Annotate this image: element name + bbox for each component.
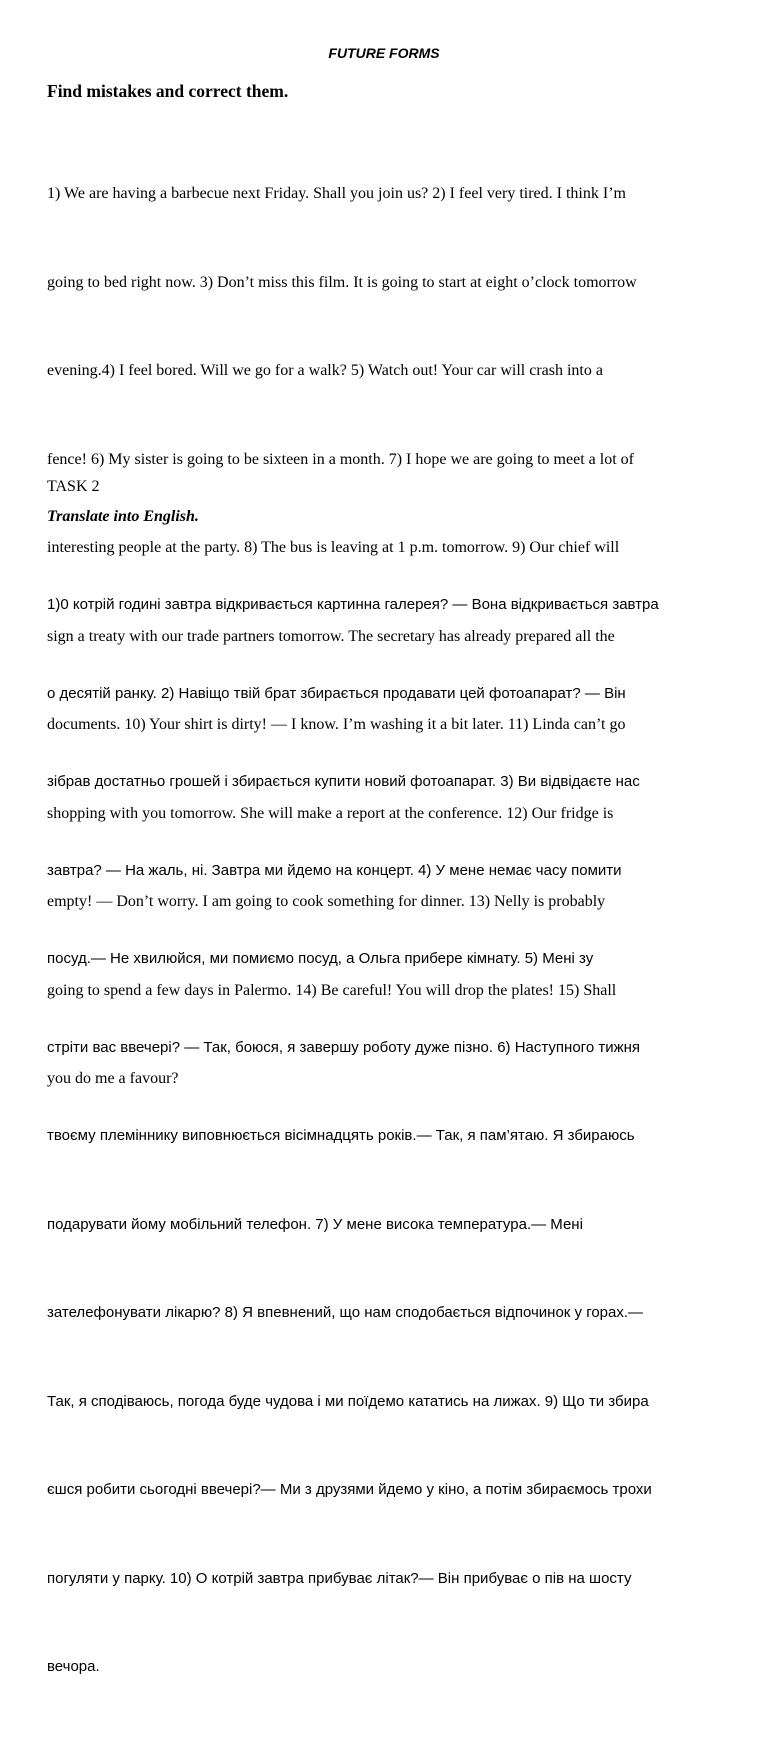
text-line: посуд.— Не хвилюйся, ми помиємо посуд, а Ольга прибере кімнату. 5) Мені зу <box>47 950 594 967</box>
text-line: empty! — Don’t worry. I am going to cook something for dinner. 13) Nelly is probably <box>47 893 606 910</box>
text-line: твоєму племіннику виповнюється вісімнадцять років.— Так, я пам’ятаю. Я збираюсь <box>47 1127 635 1144</box>
text-line: interesting people at the party. 8) The bus is leaving at 1 p.m. tomorrow. 9) Our chief will <box>47 539 620 556</box>
text-line: о десятій ранку. 2) Навіщо твій брат збирається продавати цей фотоапарат? — Він <box>47 684 626 702</box>
text-line: going to bed right now. 3) Don’t miss this film. It is going to start at eight o’clock tomorrow <box>47 273 637 291</box>
text-line: going to spend a few days in Palermo. 14) Be careful! You will drop the plates! 15) Shall <box>47 981 617 999</box>
text-line: зібрав достатньо грошей і збирається купити новий фотоапарат. 3) Ви відвідаєте нас <box>47 773 640 790</box>
text-line: завтра? — На жаль, ні. Завтра ми йдемо на концерт. 4) У мене немає часу помити <box>47 861 622 879</box>
text-line: єшся робити сьогодні ввечері?— Ми з друзями йдемо у кіно, а потім збираємось трохи <box>47 1481 652 1498</box>
text-line: зателефонувати лікарю? 8) Я впевнений, що нам сподобається відпочинок у горах.— <box>47 1304 644 1321</box>
task2-text <box>47 531 737 1741</box>
text-line: documents. 10) Your shirt is dirty! — I know. I’m washing it a bit later. 11) Linda can’t go <box>47 716 626 733</box>
text-line: стріти вас ввечері? — Так, боюся, я завершу роботу дуже пізно. 6) Наступного тижня <box>47 1038 641 1056</box>
text-line: подарувати йому мобільний телефон. 7) У мене висока температура.— Мені <box>47 1215 583 1233</box>
text-line: shopping with you tomorrow. She will make a report at the conference. 12) Our fridge is <box>47 804 614 822</box>
task2-instruction: Translate into English. <box>47 508 199 525</box>
text-line: погуляти у парку. 10) О котрій завтра прибуває літак?— Він прибуває о пів на шосту <box>47 1569 632 1587</box>
task2-label: TASK 2 <box>47 478 100 495</box>
text-line: вечора. <box>47 1658 100 1675</box>
text-line: Так, я сподіваюсь, погода буде чудова і ми поїдемо кататись на лижах. 9) Що ти збира <box>47 1392 649 1410</box>
text-line: evening.4) I feel bored. Will we go for a walk? 5) Watch out! Your car will crash into a <box>47 362 603 379</box>
text-line: fence! 6) My sister is going to be sixteen in a month. 7) I hope we are going to meet a lot of <box>47 450 634 468</box>
text-line: sign a treaty with our trade partners tomorrow. The secretary has already prepared all the <box>47 627 615 645</box>
text-line: 1)0 котрій годині завтра відкривається картинна галерея? — Вона відкривається завтра <box>47 596 659 613</box>
document-title: FUTURE FORMS <box>328 45 440 61</box>
text-line: you do me a favour? <box>47 1070 179 1087</box>
text-line: 1) We are having a barbecue next Friday. Shall you join us? 2) I feel very tired. I think I’m <box>47 185 626 202</box>
exercise1-heading: Find mistakes and correct them. <box>47 81 289 101</box>
